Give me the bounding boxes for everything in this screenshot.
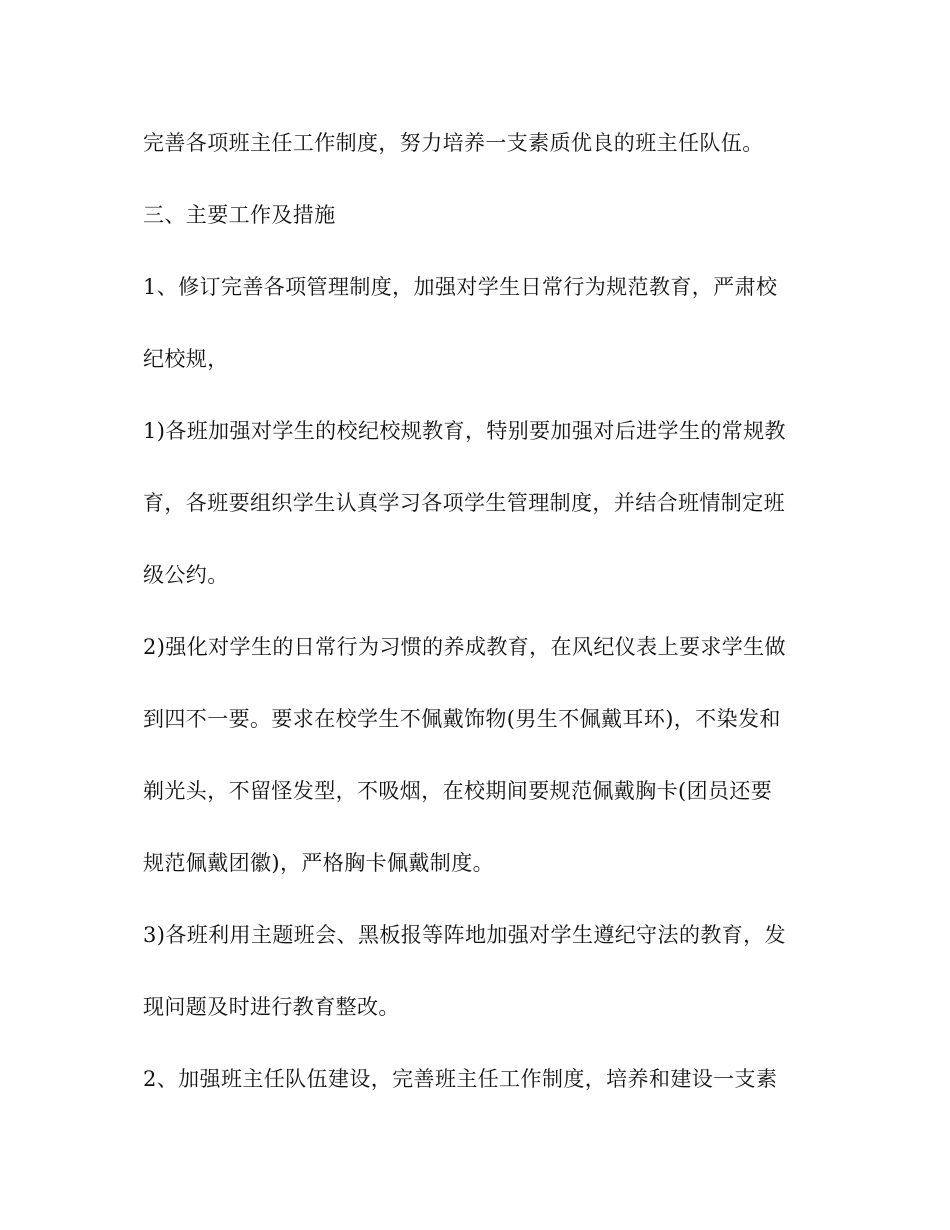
text-line: 1)各班加强对学生的校纪校规教育，特别要加强对后进学生的常规教 [143,419,786,443]
text-line: 完善各项班主任工作制度，努力培养一支素质优良的班主任队伍。 [143,131,764,155]
text-line: 3)各班利用主题班会、黑板报等阵地加强对学生遵纪守法的教育，发 [143,923,786,947]
text-line: 剃光头，不留怪发型，不吸烟，在校期间要规范佩戴胸卡(团员还要 [143,779,773,803]
section-heading: 三、主要工作及措施 [143,203,336,227]
text-line: 现问题及时进行教育整改。 [143,995,400,1019]
text-line: 育，各班要组织学生认真学习各项学生管理制度，并结合班情制定班 [143,491,785,515]
text-line: 1、修订完善各项管理制度，加强对学生日常行为规范教育，严肃校 [143,275,778,299]
text-line: 2)强化对学生的日常行为习惯的养成教育，在风纪仪表上要求学生做 [143,635,786,659]
text-line: 级公约。 [143,563,229,587]
text-line: 到四不一要。要求在校学生不佩戴饰物(男生不佩戴耳环)，不染发和 [143,707,781,731]
text-line: 2、加强班主任队伍建设，完善班主任工作制度，培养和建设一支素 [143,1067,778,1091]
text-line: 规范佩戴团徽)，严格胸卡佩戴制度。 [143,851,494,875]
text-line: 纪校规， [143,347,229,371]
